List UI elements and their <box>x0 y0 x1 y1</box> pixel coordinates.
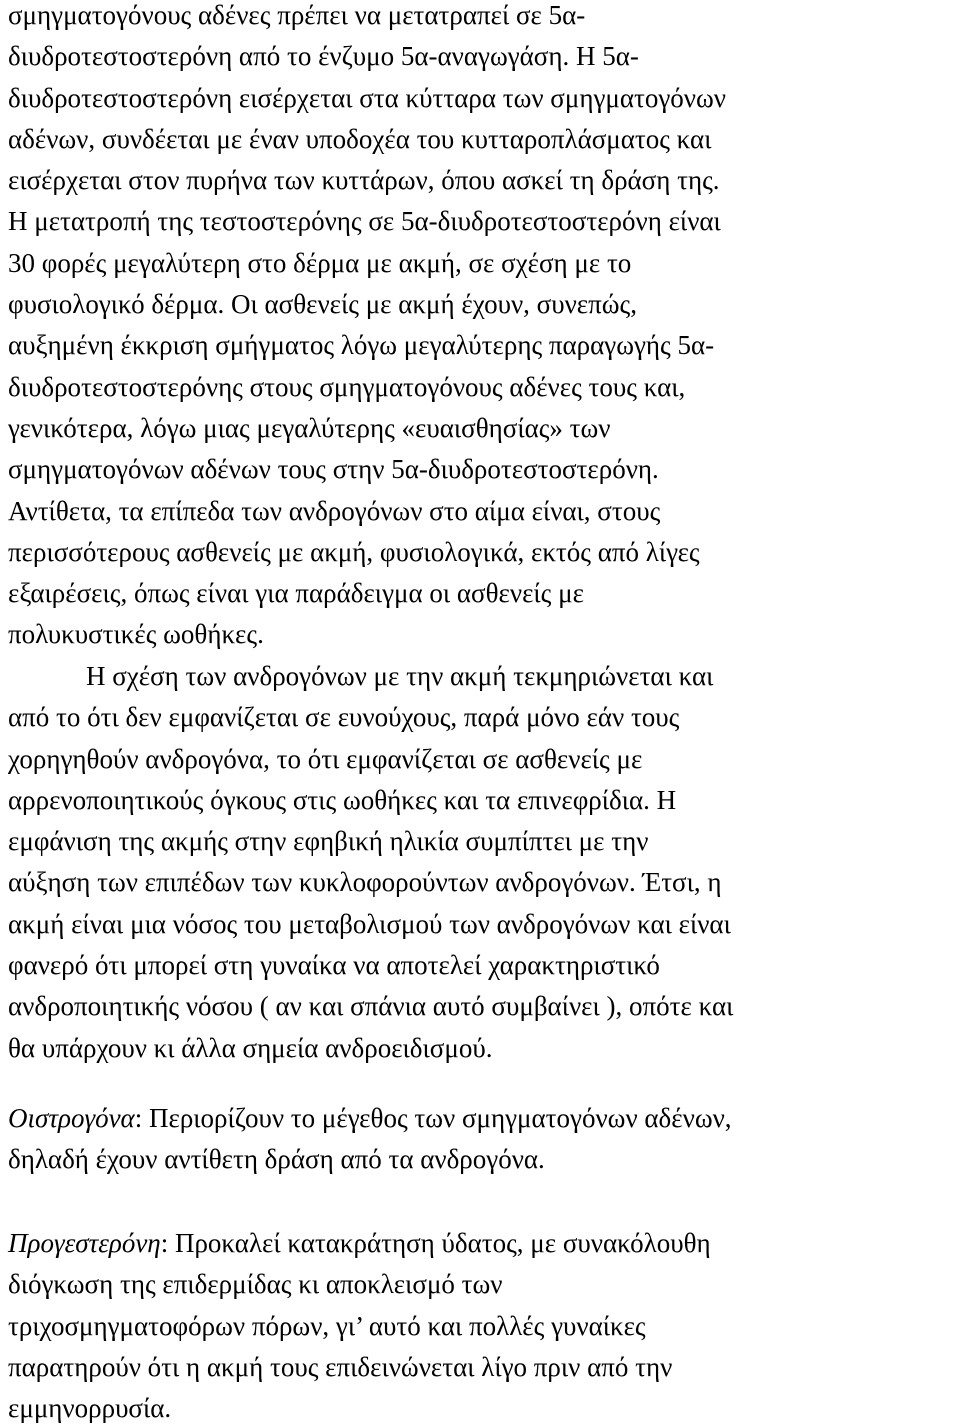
text-line: χορηγηθούν ανδρογόνα, το ότι εμφανίζεται σε ασθενείς με <box>8 743 643 774</box>
text-line: αυξημένη έκκριση σμήγματος λόγω μεγαλύτερης παραγωγής 5α- <box>8 330 715 361</box>
text-line: εισέρχεται στον πυρήνα των κυττάρων, όπου ασκεί τη δράση της. <box>8 165 720 196</box>
paragraph-androgen-metabolism <box>8 0 726 656</box>
text-line: εμμηνορρυσία. <box>8 1393 172 1424</box>
text-line: διυδροτεστοστερόνη από το ένζυμο 5α-αναγωγάση. Η 5α- <box>8 41 639 72</box>
term-progesterone: Προγεστερόνη <box>8 1228 161 1258</box>
paragraph-progesterone <box>8 1223 711 1425</box>
text-line: φανερό ότι μπορεί στη γυναίκα να αποτελεί χαρακτηριστικό <box>8 950 660 981</box>
text-line: εξαιρέσεις, όπως είναι για παράδειγμα οι ασθενείς με <box>8 578 584 609</box>
text-line: διυδροτεστοστερόνη εισέρχεται στα κύτταρα των σμηγματογόνων <box>8 82 726 113</box>
text-line: διυδροτεστοστερόνης στους σμηγματογόνους αδένες τους και, <box>8 371 686 402</box>
definition-text: : Περιορίζουν το μέγεθος των σμηγματογόνων αδένων, <box>134 1103 732 1133</box>
text-line: από το ότι δεν εμφανίζεται σε ευνούχους, παρά μόνο εάν τους <box>8 702 680 733</box>
text-line: ανδροποιητικής νόσου ( αν και σπάνια αυτό συμβαίνει ), οπότε και <box>8 991 734 1022</box>
text-line: σμηγματογόνων αδένων τους στην 5α-διυδροτεστοστερόνη. <box>8 454 659 485</box>
text-line: θα υπάρχουν κι άλλα σημεία ανδροειδισμού. <box>8 1032 493 1063</box>
text-line: τριχοσμηγματοφόρων πόρων, γι’ αυτό και πολλές γυναίκες <box>8 1310 646 1341</box>
paragraph-estrogens <box>8 1098 732 1181</box>
text-line: Αντίθετα, τα επίπεδα των ανδρογόνων στο αίμα είναι, στους <box>8 495 661 526</box>
text-line: Η σχέση των ανδρογόνων με την ακμή τεκμηριώνεται και <box>86 661 714 691</box>
text-line: πολυκυστικές ωοθήκες. <box>8 619 264 650</box>
text-line: σμηγματογόνους αδένες πρέπει να μετατραπεί σε 5α- <box>8 0 586 30</box>
text-line <box>8 1223 711 1264</box>
text-line: Η μετατροπή της τεστοστερόνης σε 5α-διυδροτεστοστερόνη είναι <box>8 206 721 237</box>
text-line: φυσιολογικό δέρμα. Οι ασθενείς με ακμή έχουν, συνεπώς, <box>8 289 637 320</box>
text-line: γενικότερα, λόγω μιας μεγαλύτερης «ευαισθησίας» των <box>8 412 611 443</box>
text-line: παρατηρούν ότι η ακμή τους επιδεινώνεται λίγο πριν από την <box>8 1351 673 1382</box>
text-line: εμφάνιση της ακμής στην εφηβική ηλικία συμπίπτει με την <box>8 826 649 857</box>
text-line: δηλαδή έχουν αντίθετη δράση από τα ανδρογόνα. <box>8 1144 545 1175</box>
text-line: ακμή είναι μια νόσος του μεταβολισμού των ανδρογόνων και είναι <box>8 908 731 939</box>
text-line: περισσότερους ασθενείς με ακμή, φυσιολογικά, εκτός από λίγες <box>8 536 700 567</box>
definition-text: : Προκαλεί κατακράτηση ύδατος, με συνακόλουθη <box>160 1228 711 1258</box>
text-line: αδένων, συνδέεται με έναν υποδοχέα του κυτταροπλάσματος και <box>8 123 712 154</box>
text-line: διόγκωση της επιδερμίδας κι αποκλεισμό των <box>8 1269 503 1300</box>
term-estrogens: Οιστρογόνα <box>8 1103 135 1133</box>
text-line: αρρενοποιητικούς όγκους στις ωοθήκες και τα επινεφρίδια. Η <box>8 784 677 815</box>
paragraph-androgen-relation <box>8 656 733 1069</box>
text-line <box>8 1098 732 1139</box>
text-line: 30 φορές μεγαλύτερη στο δέρμα με ακμή, σε σχέση με το <box>8 247 632 278</box>
text-line: αύξηση των επιπέδων των κυκλοφορούντων ανδρογόνων. Έτσι, η <box>8 867 722 898</box>
